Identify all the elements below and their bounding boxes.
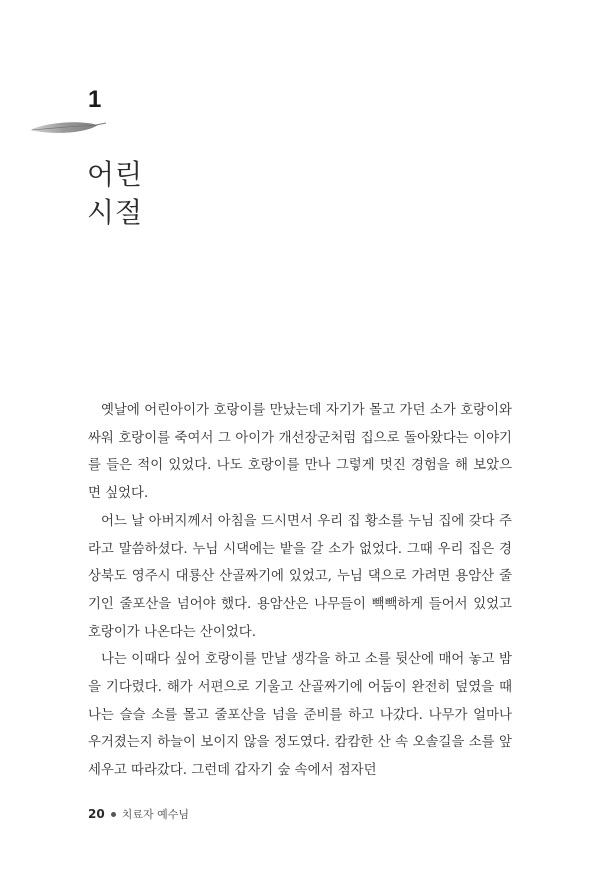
page-number: 20	[88, 807, 105, 821]
paragraph: 나는 이때다 싶어 호랑이를 만날 생각을 하고 소를 뒷산에 매어 놓고 밤을 기다렸다. 해가 서편으로 기울고 산골짜기에 어둠이 완전히 덮였을 때 나는 슬슬 소를 몰고 줄포산을 넘을 준비를 하고 나갔다. 나무가 얼마나 우거졌는지 하늘이 보이지 않을 정도였다. 캄캄한 산 속 오솔길을 소를 앞세우고 따라갔다. 그런데 갑자기 숲 속에서 점자던	[88, 652, 512, 779]
paragraph: 어느 날 아버지께서 아침을 드시면서 우리 집 황소를 누님 집에 갖다 주라고 말씀하셨다. 누님 시댁에는 밭을 갈 소가 없었다. 그때 우리 집은 경상북도 영주시 대룡산 산골짜기에 있었고, 누님 댁으로 가려면 용암산 줄기인 줄포산을 넘어야 했다. 용암산은 나무들이 빽빽하게 들어서 있었고 호랑이가 나온다는 산이었다.	[88, 513, 512, 640]
bullet-dot-icon	[111, 812, 116, 817]
page-footer	[88, 806, 189, 822]
body-text	[88, 397, 512, 785]
book-title: 치료자 예수님	[121, 808, 189, 821]
chapter-title-line1: 어린	[87, 158, 144, 191]
chapter-number: 1	[88, 86, 102, 113]
chapter-title-line2: 시절	[87, 196, 144, 229]
leaf-icon	[28, 116, 108, 140]
paragraph: 옛날에 어린아이가 호랑이를 만났는데 자기가 몰고 가던 소가 호랑이와 싸워 호랑이를 죽여서 그 아이가 개선장군처럼 집으로 돌아왔다는 이야기를 들은 적이 있었다. 나도 호랑이를 만나 그렇게 멋진 경험을 해 보았으면 싶었다.	[88, 403, 512, 502]
chapter-title	[87, 156, 143, 232]
